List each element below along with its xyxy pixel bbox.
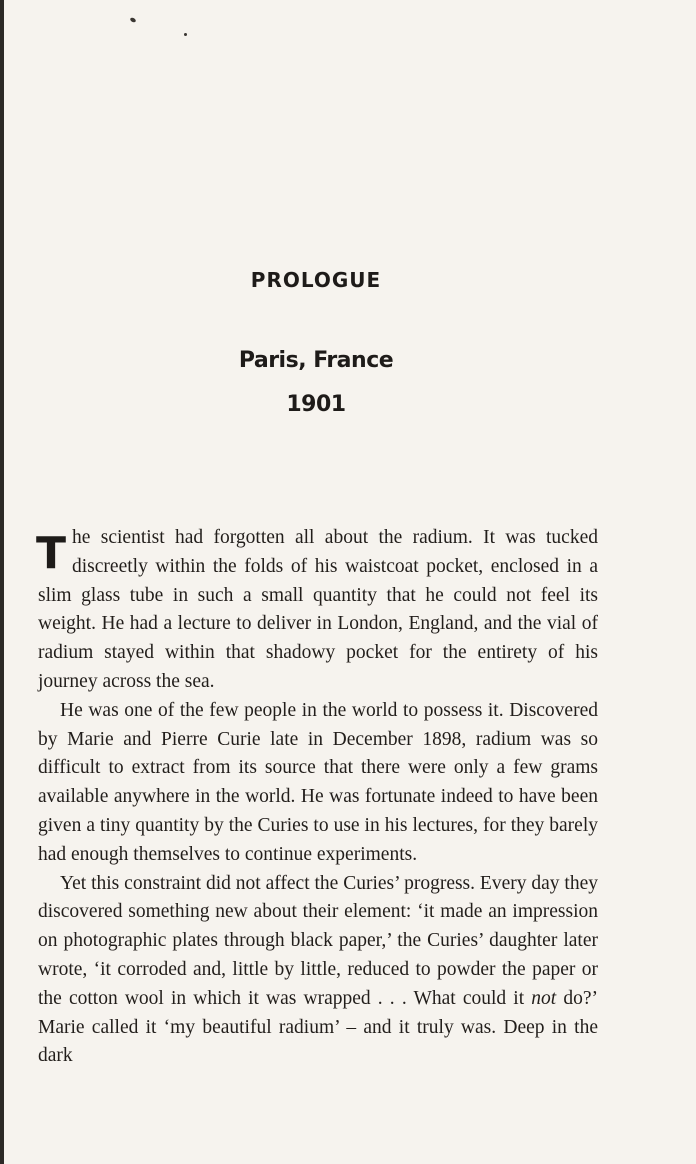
drop-cap: T (36, 528, 67, 579)
chapter-place: Paris, France (238, 348, 394, 373)
paragraph-text: Yet this constraint did not affect the Curies’ progress. Every day they discovered something new about their element: ‘it made an impression on photographic plates through black paper,’ the Curies’ daughter later wrote, ‘it corroded and, little by little, reduced to powder the paper or the cotton wool in which it was wrapped . . . What could it (38, 872, 598, 1009)
paragraph (38, 870, 598, 1072)
body-text (38, 524, 598, 1071)
paragraph: He was one of the few people in the world to possess it. Discovered by Marie and Pierre Curie late in December 1898, radium was so difficult to extract from its source that there were only a few grams available anywhere in the world. He was fortunate indeed to have been given a tiny quantity by the Curies to use in his lectures, for they barely had enough themselves to continue experiments. (38, 699, 598, 865)
paragraph-text: he scientist had forgotten all about the radium. It was tucked discreetly within the folds of his waistcoat pocket, enclosed in a slim glass tube in such a small quantity that he could not feel its weight. He had a lecture to deliver in London, England, and the vial of radium stayed within that shadowy pocket for the entirety of his journey across the sea. (38, 527, 598, 692)
paragraph-text: do?’ Marie called it ‘my beautiful radium’ – and it truly was. Deep in the dark (38, 987, 599, 1067)
emphasis-text: not (531, 987, 557, 1009)
chapter-label: PROLOGUE (250, 268, 382, 292)
speck (184, 33, 187, 36)
paragraph (38, 524, 598, 697)
page-edge (0, 0, 4, 1164)
chapter-year: 1901 (286, 392, 346, 417)
speck (129, 17, 136, 23)
